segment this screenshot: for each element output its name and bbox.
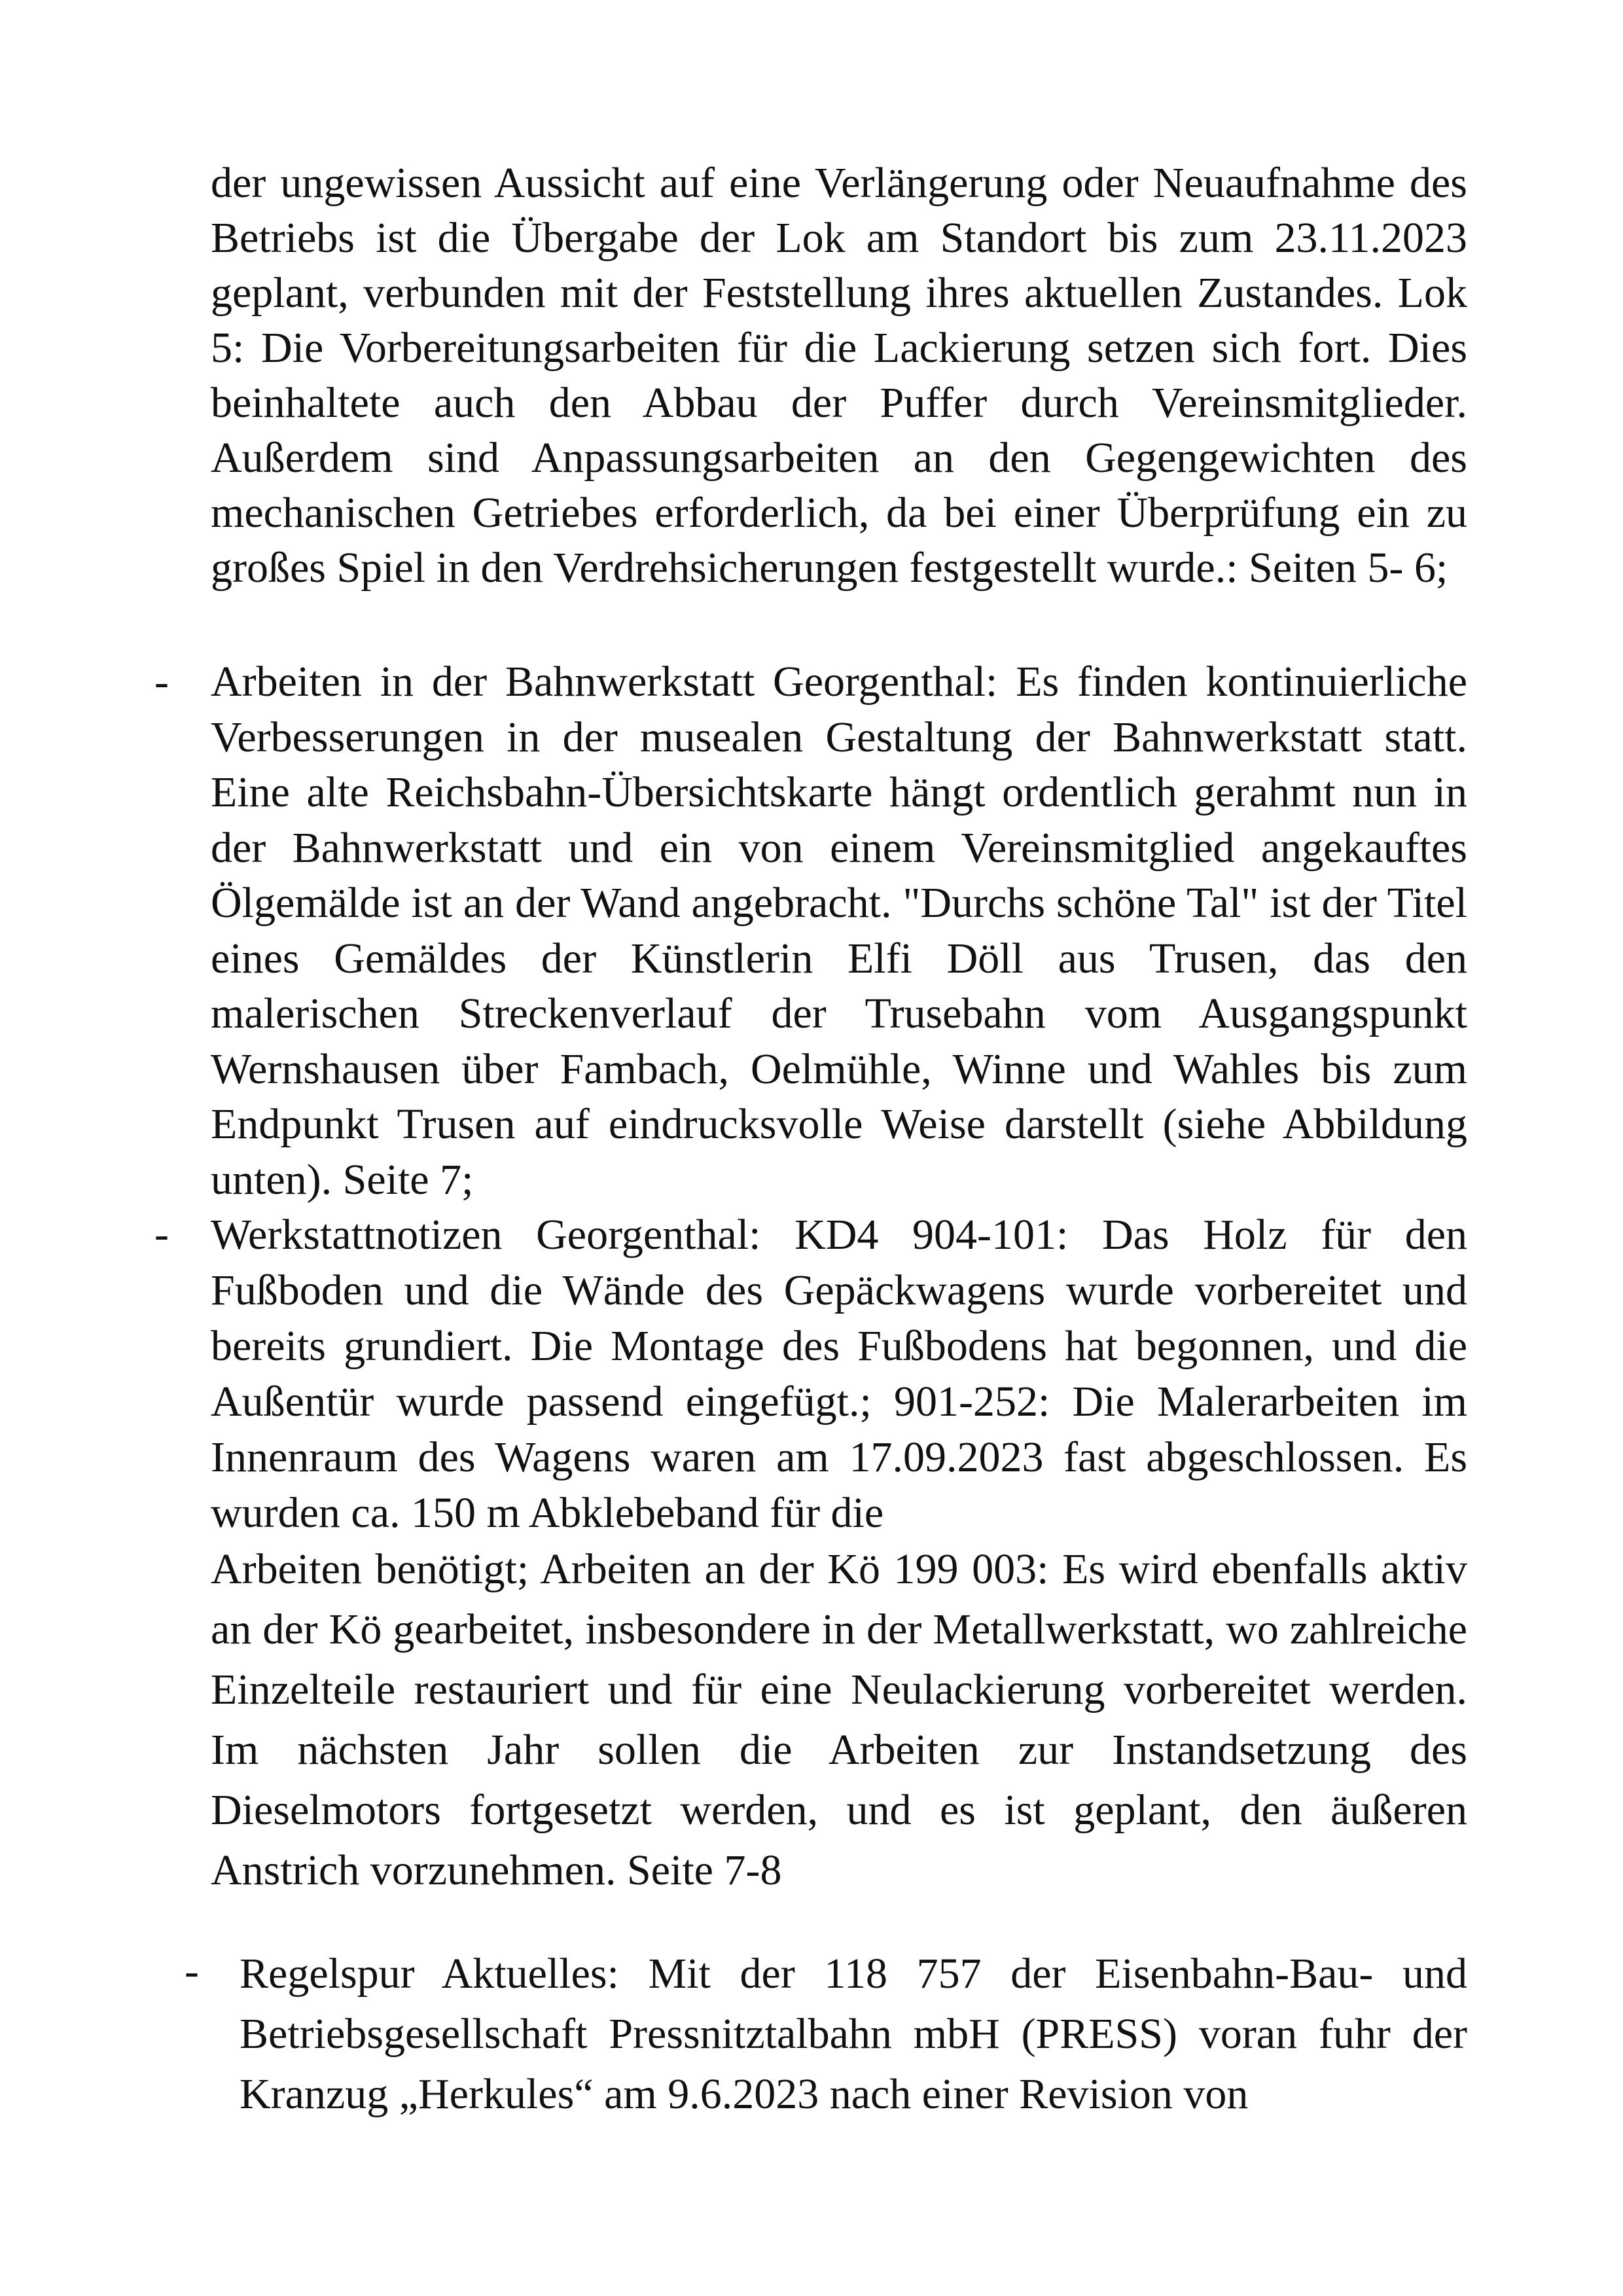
bullet-dash: - [154,658,169,706]
list-item-werkstattnotizen-part2: Arbeiten benötigt; Arbeiten an der Kö 199 003: Es wird ebenfalls aktiv an der Kö gearbeitet, insbesondere in der Metallwerkstatt, wo zahlreiche Einzelteile restauriert und für eine Neulackierung vorbereitet werden. Im nächsten Jahr sollen die Arbeiten zur Instandsetzung des Dieselmotors fortgesetzt werden, und es ist geplant, den äußeren Anstrich vorzunehmen. Seite 7-8 [211,1545,1467,1894]
bullet-dash: - [185,1947,199,1995]
intro-paragraph: der ungewissen Aussicht auf eine Verlängerung oder Neuaufnahme des Betriebs ist die Übergabe der Lok am Standort bis zum 23.11.2023 geplant, verbunden mit der Feststellung ihres aktuellen Zustandes. Lok 5: Die Vorbereitungsarbeiten für die Lackierung setzen sich fort. Dies beinhaltete auch den Abbau der Puffer durch Vereinsmitglieder. Außerdem sind Anpassungsarbeiten an den Gegengewichten des mechanischen Getriebes erforderlich, da bei einer Überprüfung ein zu großes Spiel in den Verdrehsicherungen festgestellt wurde.: Seiten 5- 6; [211,159,1467,592]
list-item-bahnwerkstatt: Arbeiten in der Bahnwerkstatt Georgenthal: Es finden kontinuierliche Verbesserungen in der musealen Gestaltung der Bahnwerkstatt statt. Eine alte Reichsbahn-Übersichtskarte hängt ordentlich gerahmt nun in der Bahnwerkstatt und ein von einem Vereinsmitglied angekauftes Ölgemälde ist an der Wand angebracht. "Durchs schöne Tal" ist der Titel eines Gemäldes der Künstlerin Elfi Döll aus Trusen, das den malerischen Streckenverlauf der Trusebahn vom Ausgangspunkt Wernshausen über Fambach, Oelmühle, Winne und Wahles bis zum Endpunkt Trusen auf eindrucksvolle Weise darstellt (siehe Abbildung unten). Seite 7; [211,658,1467,1204]
list-item-werkstattnotizen-part1: Werkstattnotizen Georgenthal: KD4 904-101: Das Holz für den Fußboden und die Wände des Gepäckwagens wurde vorbereitet und bereits grundiert. Die Montage des Fußbodens hat begonnen, und die Außentür wurde passend eingefügt.; 901-252: Die Malerarbeiten im Innenraum des Wagens waren am 17.09.2023 fast abgeschlossen. Es wurden ca. 150 m Abklebeband für die [211,1211,1467,1537]
list-item-regelspur: Regelspur Aktuelles: Mit der 118 757 der Eisenbahn-Bau- und Betriebsgesellschaft Pressnitztalbahn mbH (PRESS) voran fuhr der Kranzug „Herkules“ am 9.6.2023 nach einer Revision von [240,1950,1467,2118]
bullet-dash: - [154,1210,169,1258]
